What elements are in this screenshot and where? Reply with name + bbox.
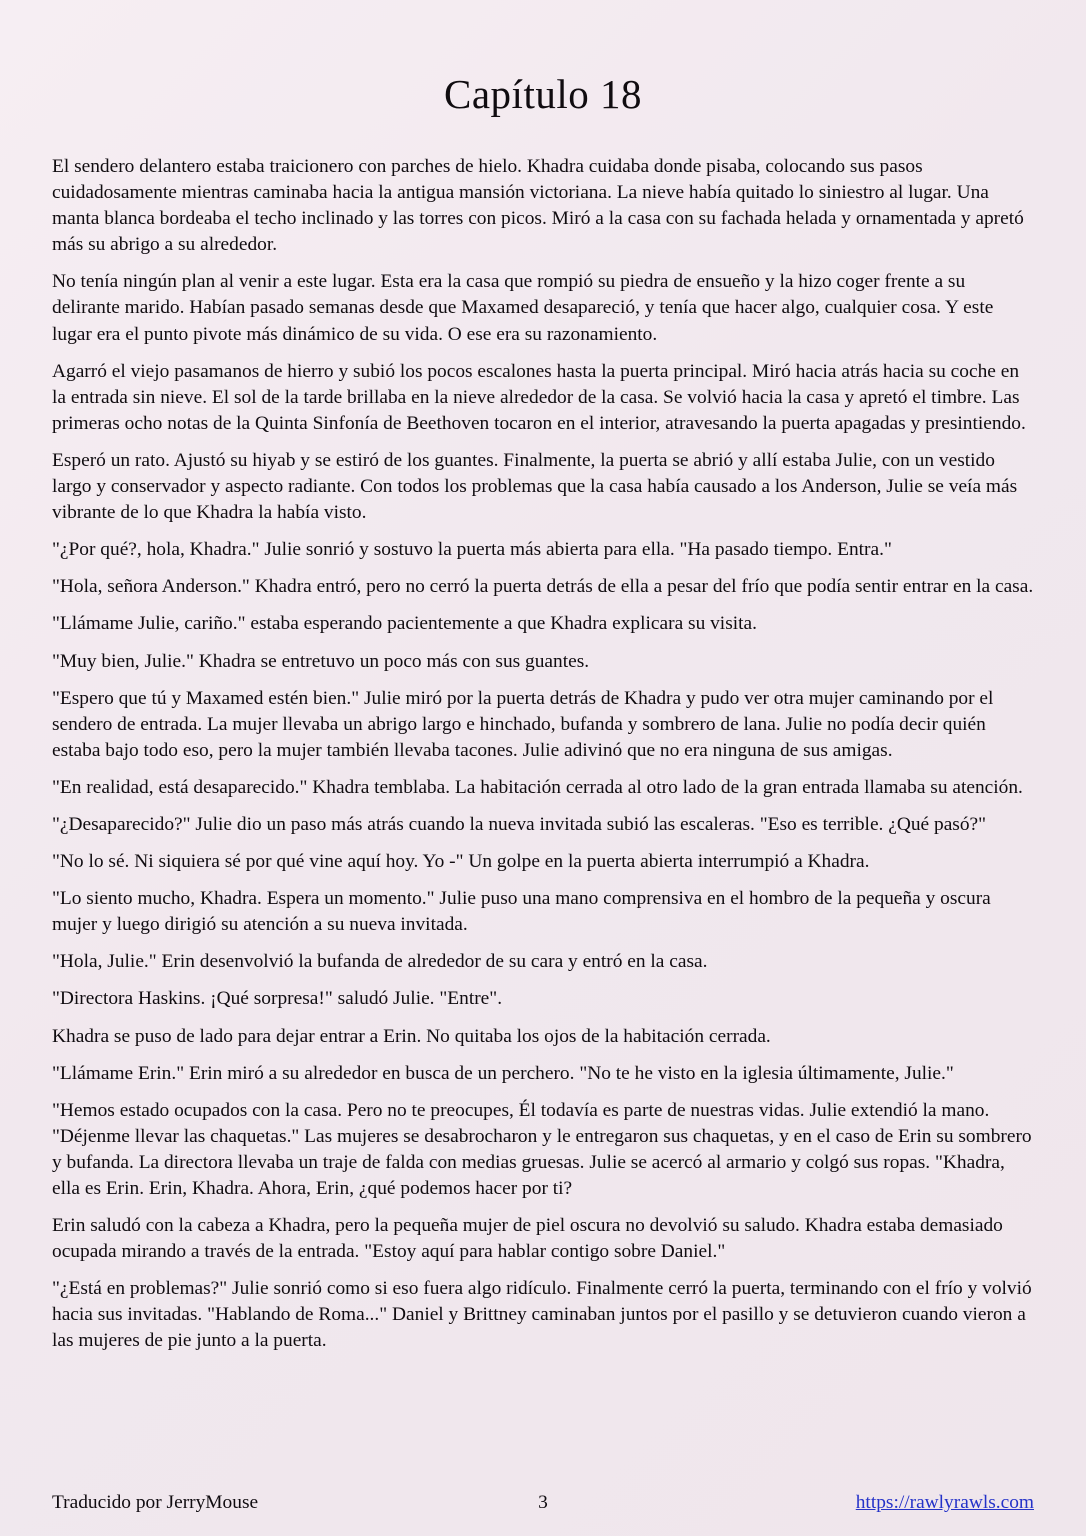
paragraph: "Llámame Erin." Erin miró a su alrededor en busca de un perchero. "No te he visto en la iglesia últimamente, Julie." — [52, 1062, 954, 1084]
paragraph: No tenía ningún plan al venir a este lugar. Esta era la casa que rompió su piedra de ensueño y la hizo coger frente a su delirante marido. Habían pasado semanas desde que Maxamed desapareció, y tenía que hacer algo, cualquier cosa. Y este lugar era el punto pivote más dinámico de su vida. O ese era su razonamiento. — [52, 271, 994, 345]
footer-website-link[interactable]: https://rawlyrawls.com — [855, 1492, 1034, 1513]
page-footer — [52, 1492, 1034, 1514]
footer-page-number: 3 — [538, 1492, 548, 1513]
paragraph: "Hola, Julie." Erin desenvolvió la bufanda de alrededor de su cara y entró en la casa. — [52, 951, 708, 973]
document-body — [52, 154, 1034, 1355]
paragraph: Esperó un rato. Ajustó su hiyab y se estiró de los guantes. Finalmente, la puerta se abrió y allí estaba Julie, con un vestido largo y conservador y aspecto radiante. Con todos los problemas que la casa había causado a los Anderson, Julie se veía más vibrante de lo que Khadra la había visto. — [52, 449, 1018, 524]
paragraph: Agarró el viejo pasamanos de hierro y subió los pocos escalones hasta la puerta principal. Miró hacia atrás hacia su coche en la entrada sin nieve. El sol de la tarde brillaba en la nieve alrededor de la casa. Se volvió hacia la casa y apretó el timbre. Las primeras ocho notas de la Quinta Sinfonía de Beethoven tocaron en el interior, atravesando la puerta apagadas y presintiendo. — [52, 360, 1026, 434]
paragraph: "En realidad, está desaparecido." Khadra temblaba. La habitación cerrada al otro lado de la gran entrada llamaba su atención. — [52, 776, 1023, 798]
page-title: Capítulo 18 — [444, 71, 642, 117]
paragraph: Khadra se puso de lado para dejar entrar a Erin. No quitaba los ojos de la habitación cerrada. — [52, 1025, 771, 1047]
paragraph: "Hemos estado ocupados con la casa. Pero no te preocupes, Él todavía es parte de nuestras vidas. Julie extendió la mano. "Déjenme llevar las chaquetas." Las mujeres se desabrocharon y le entregaron sus chaquetas, y en el caso de Erin su sombrero y bufanda. La directora llevaba un traje de falda con medias gruesas. Julie se acercó al armario y colgó sus ropas. "Khadra, ella es Erin. Erin, Khadra. Ahora, Erin, ¿qué podemos hacer por ti? — [52, 1099, 1032, 1199]
paragraph: "Llámame Julie, cariño." estaba esperando pacientemente a que Khadra explicara su visita. — [52, 613, 757, 635]
paragraph: Erin saludó con la cabeza a Khadra, pero la pequeña mujer de piel oscura no devolvió su saludo. Khadra estaba demasiado ocupada mirando a través de la entrada. "Estoy aquí para hablar contigo sobre Daniel." — [52, 1215, 1003, 1263]
paragraph: "Muy bien, Julie." Khadra se entretuvo un poco más con sus guantes. — [52, 650, 590, 672]
paragraph: "¿Por qué?, hola, Khadra." Julie sonrió y sostuvo la puerta más abierta para ella. "Ha pasado tiempo. Entra." — [52, 539, 892, 561]
paragraph: "Espero que tú y Maxamed estén bien." Julie miró por la puerta detrás de Khadra y pudo ver otra mujer caminando por el sendero de entrada. La mujer llevaba un abrigo largo e hinchado, bufanda y sombrero de lana. Julie no podía decir quién estaba bajo todo eso, pero la mujer también llevaba tacones. Julie adivinó que no era ninguna de sus amigas. — [52, 687, 994, 761]
footer-translator: Traducido por JerryMouse — [52, 1492, 259, 1513]
paragraph: "¿Está en problemas?" Julie sonrió como si eso fuera algo ridículo. Finalmente cerró la puerta, terminando con el frío y volvió hacia sus invitadas. "Hablando de Roma..." Daniel y Brittney caminaban juntos por el pasillo y se detuvieron cuando vieron a las mujeres de pie junto a la puerta. — [52, 1278, 1032, 1352]
paragraph: "¿Desaparecido?" Julie dio un paso más atrás cuando la nueva invitada subió las escaleras. "Eso es terrible. ¿Qué pasó?" — [52, 813, 987, 835]
paragraph: "No lo sé. Ni siquiera sé por qué vine aquí hoy. Yo -" Un golpe en la puerta abierta interrumpió a Khadra. — [52, 851, 870, 873]
paragraph: "Hola, señora Anderson." Khadra entró, pero no cerró la puerta detrás de ella a pesar del frío que podía sentir entrar en la casa. — [52, 576, 1034, 598]
paragraph: "Lo siento mucho, Khadra. Espera un momento." Julie puso una mano comprensiva en el hombro de la pequeña y oscura mujer y luego dirigió su atención a su nueva invitada. — [52, 888, 991, 936]
paragraph: "Directora Haskins. ¡Qué sorpresa!" saludó Julie. "Entre". — [52, 988, 503, 1010]
paragraph: El sendero delantero estaba traicionero con parches de hielo. Khadra cuidaba donde pisaba, colocando sus pasos cuidadosamente mientras caminaba hacia la antigua mansión victoriana. La nieve había quitado lo siniestro al lugar. Una manta blanca bordeaba el techo inclinado y las torres con picos. Miró a la casa con su fachada helada y ornamentada y apretó más su abrigo a su alrededor. — [52, 156, 1024, 256]
